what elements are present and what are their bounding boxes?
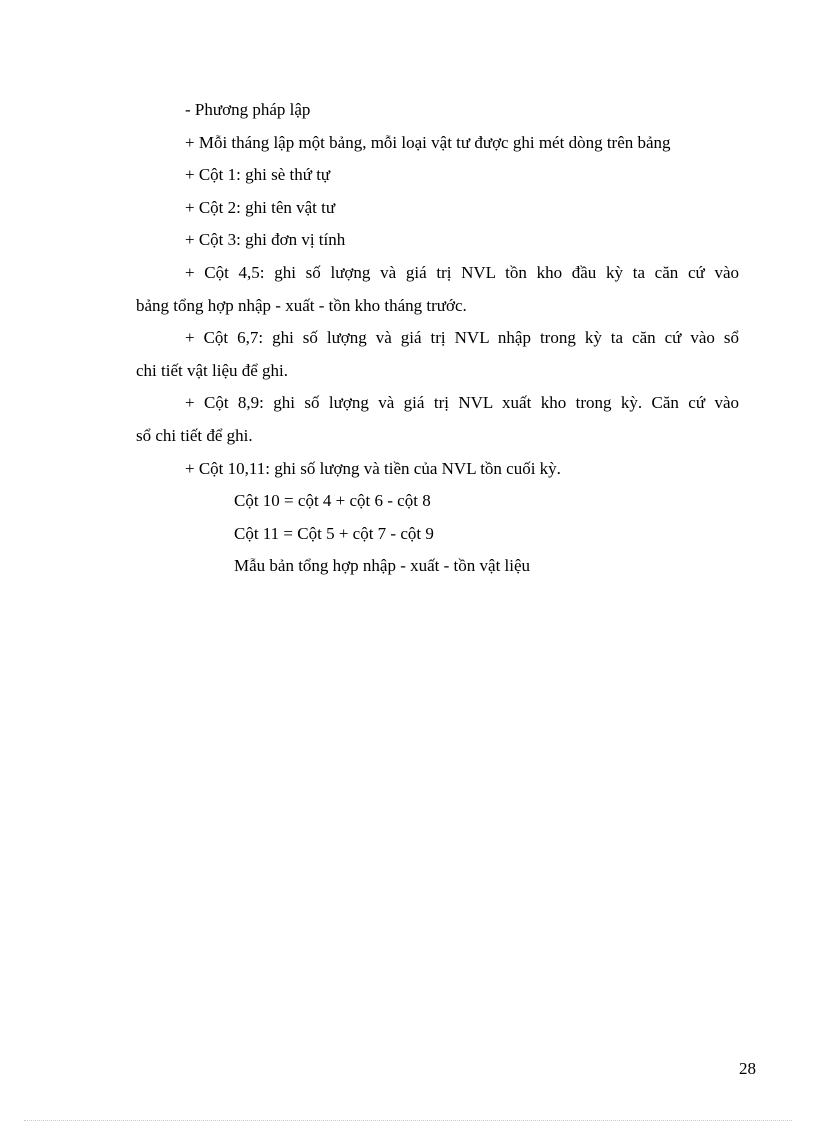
instruction-line: + Cột 4,5: ghi số lượng và giá trị NVL tồn kho đầu kỳ ta căn cứ vào (185, 262, 739, 282)
instruction-line: + Cột 8,9: ghi số lượng và giá trị NVL xuất kho trong kỳ. Căn cứ vào (185, 393, 739, 413)
document-body (136, 94, 739, 583)
table-caption: Mẫu bản tổng hợp nhập - xuất - tồn vật liệu (234, 556, 531, 576)
formula-line: Cột 11 = Cột 5 + cột 7 - cột 9 (234, 523, 434, 543)
instruction-continuation: chi tiết vật liệu để ghi. (136, 360, 289, 380)
instruction-continuation: bảng tổng hợp nhập - xuất - tồn kho tháng trước. (136, 295, 467, 315)
instruction-line: + Mỗi tháng lập một bảng, mỗi loại vật tư được ghi mét dòng trên bảng (185, 132, 671, 152)
instruction-line: + Cột 2: ghi tên vật tư (185, 197, 336, 217)
instruction-line: + Cột 3: ghi đơn vị tính (185, 230, 346, 250)
instruction-line: + Cột 10,11: ghi số lượng và tiền của NVL tồn cuối kỳ. (185, 458, 561, 478)
footer-divider (24, 1120, 792, 1121)
instruction-line: + Cột 1: ghi sè thứ tự (185, 165, 331, 185)
instruction-line: + Cột 6,7: ghi số lượng và giá trị NVL nhập trong kỳ ta căn cứ vào sổ (185, 328, 739, 348)
page-number: 28 (739, 1059, 756, 1078)
formula-line: Cột 10 = cột 4 + cột 6 - cột 8 (234, 491, 431, 511)
method-heading: - Phương pháp lập (185, 100, 311, 119)
instruction-continuation: sổ chi tiết để ghi. (136, 425, 253, 445)
